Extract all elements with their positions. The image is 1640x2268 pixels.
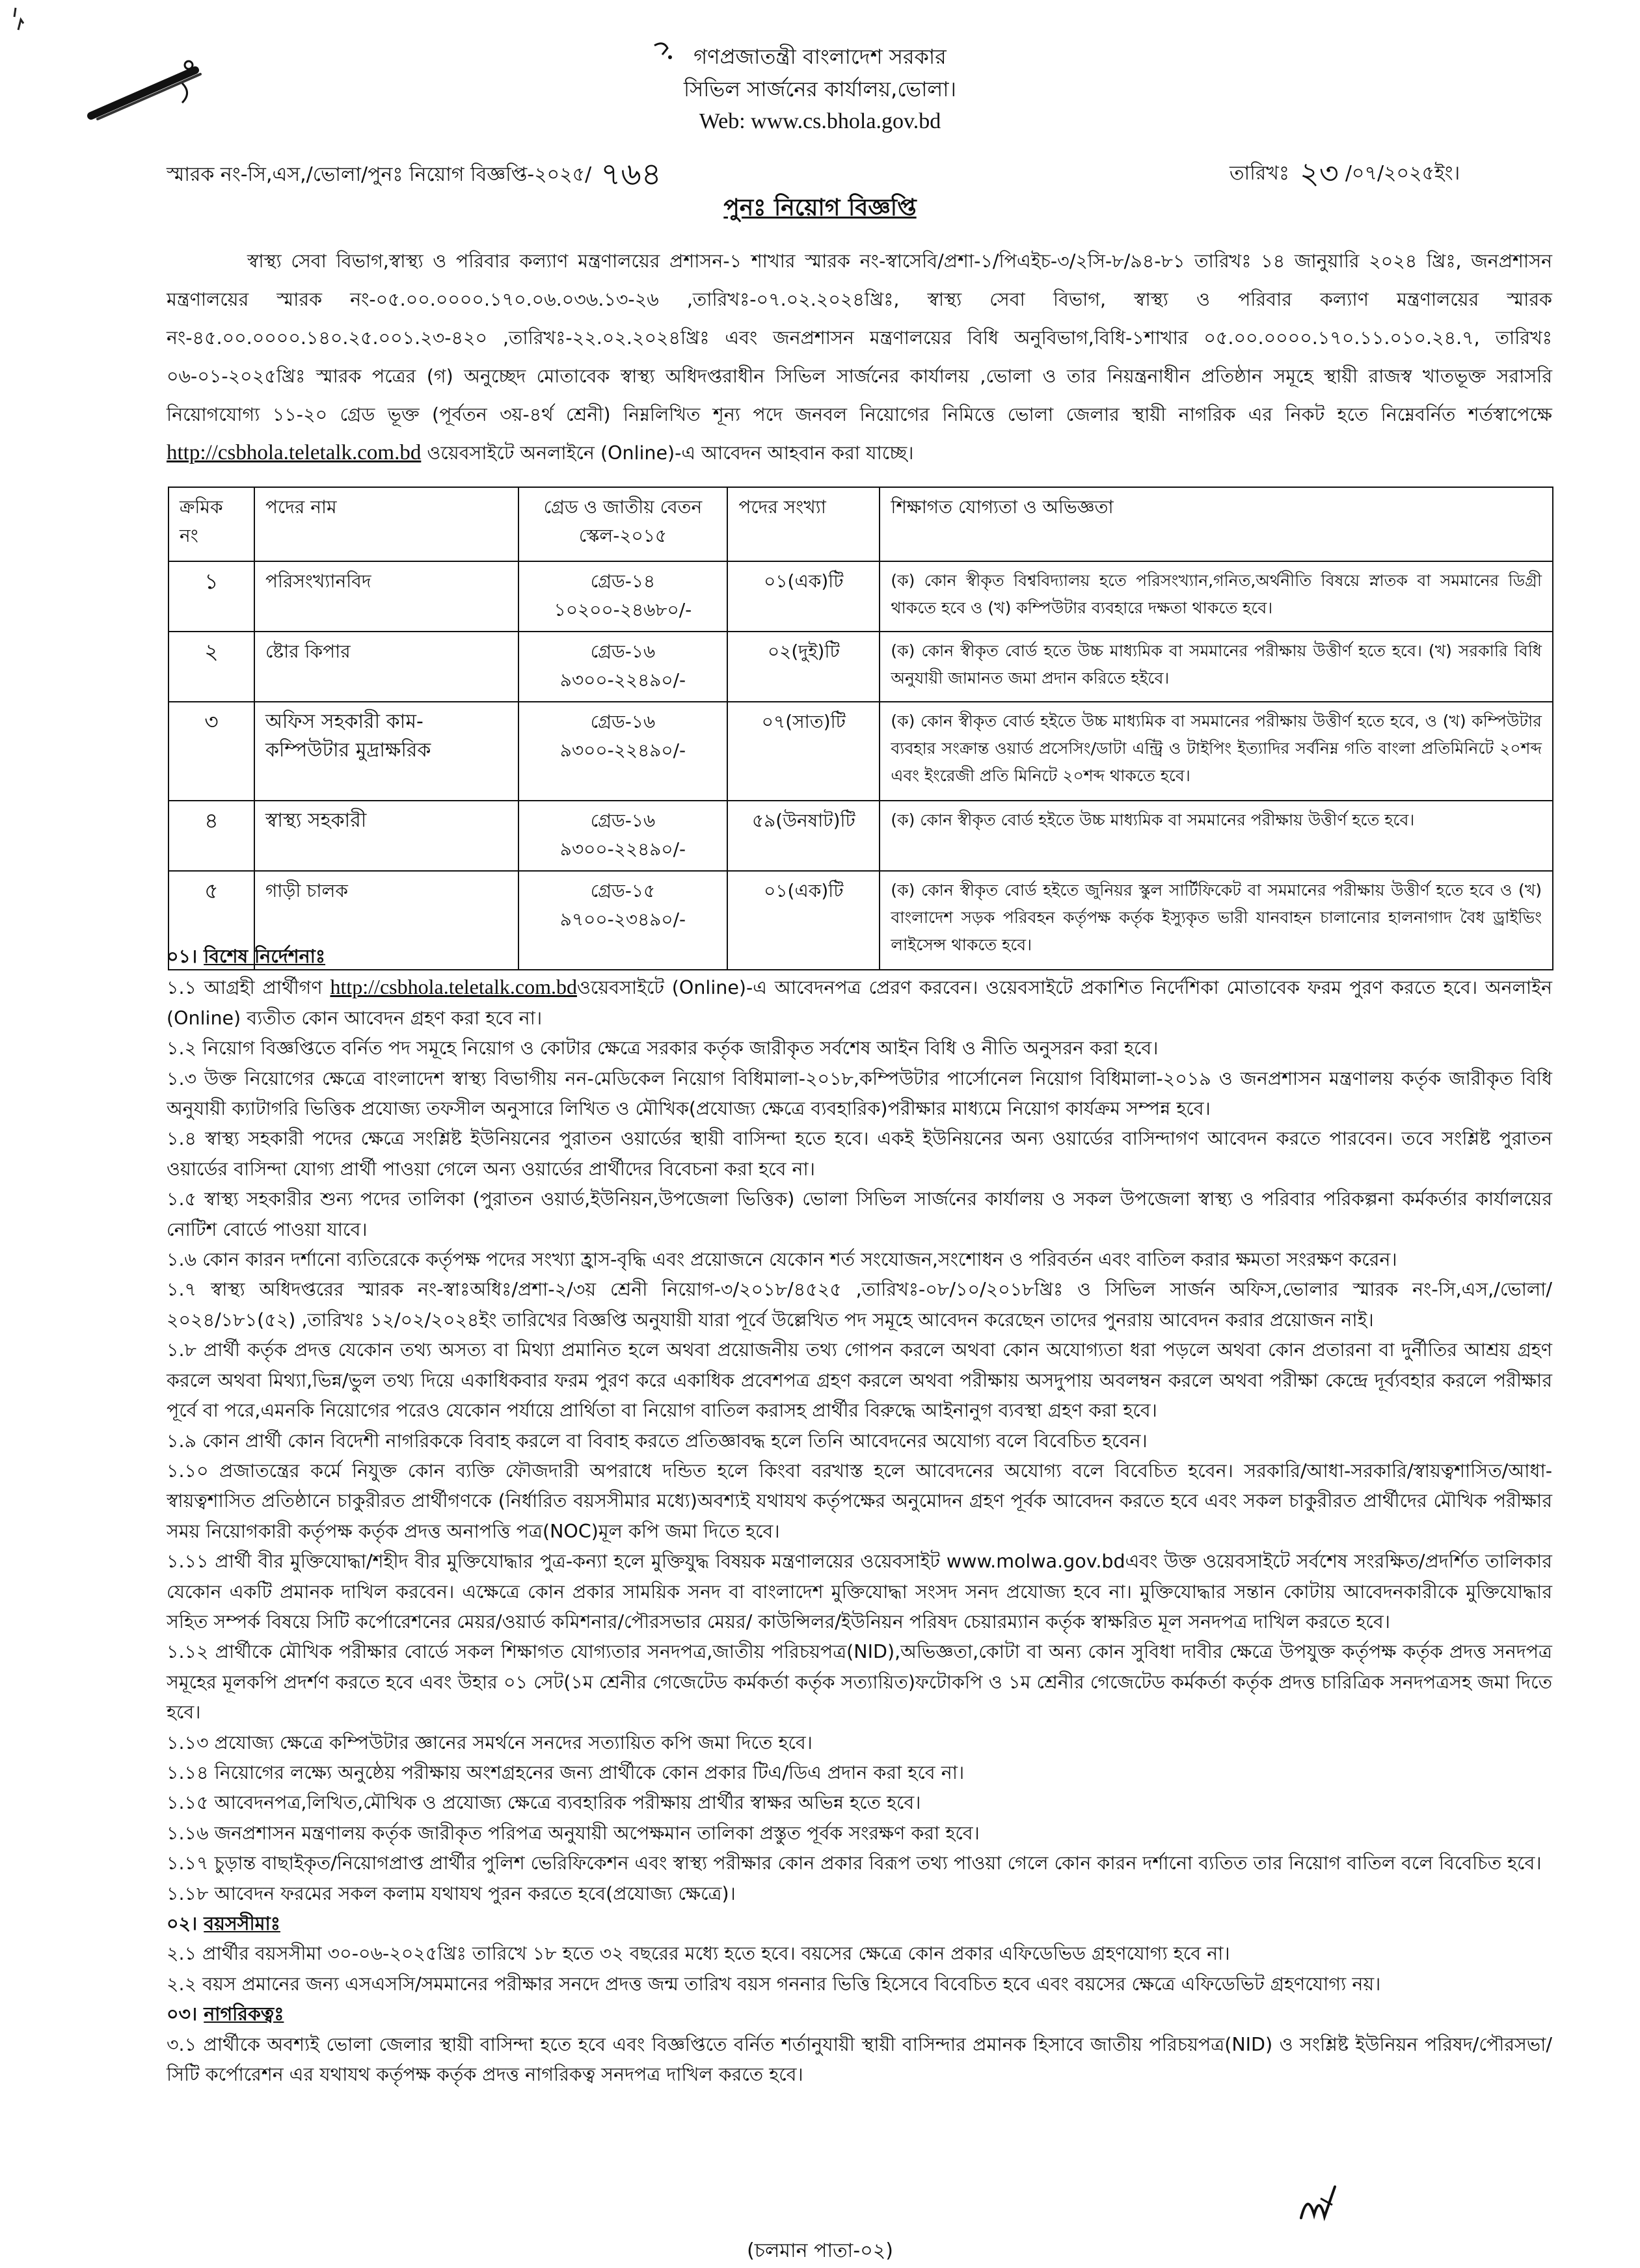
intro-text: স্বাস্থ্য সেবা বিভাগ,স্বাস্থ্য ও পরিবার কল্যাণ মন্ত্রণালয়ের প্রশাসন-১ শাখার স্মারক নং-স্বাসেবি/প্রশা-১/পিএইচ-৩/২সি-৮/৯৪-৮১ তারিখঃ ১৪ জানুয়ারি ২০২৪ খ্রিঃ, জনপ্রশাসন মন্ত্রণালয়ের স্মারক নং-০৫.০০.০০০০.১৭০.০৬.০৩৬.১৩-২৬ ,তারিখঃ-০৭.০২.২০২৪খ্রিঃ, স্বাস্থ্য সেবা বিভাগ, স্বাস্থ্য ও পরিবার কল্যাণ মন্ত্রণালয়ের স্মারক নং-৪৫.০০.০০০০.১৪০.২৫.০০১.২৩-৪২০ ,তারিখঃ-২২.০২.২০২৪খ্রিঃ এবং জনপ্রশাসন মন্ত্রণালয়ের বিধি অনুবিভাগ,বিধি-১শাখার ০৫.০০.০০০০.১৭০.১১.০১০.২৪.৭, তারিখঃ ০৬-০১-২০২৫খ্রিঃ স্মারক পত্রের (গ) অনুচ্ছেদ মোতাবেক স্বাস্থ্য অধিদপ্তরাধীন সিভিল সার্জনের কার্যালয় ,ভোলা ও তার নিয়ন্ত্রনাধীন প্রতিষ্ঠান সমূহে স্থায়ী রাজস্ব খাতভূক্ত সরাসরি নিয়োগযোগ্য ১১-২০ গ্রেড ভূক্ত (পূর্বতন ৩য়-৪র্থ শ্রেনী) নিম্নলিখিত শূন্য পদে জনবল নিয়োগের নিমিত্তে ভোলা জেলার স্থায়ী নাগরিক এর নিকট হতে নিম্নেবর্নিত শর্তস্বাপেক্ষে: [167, 250, 1552, 425]
header-qualification: শিক্ষাগত যোগ্যতা ও অভিজ্ঞতা: [880, 487, 1553, 561]
memo-prefix: স্মারক নং-সি,এস,/ভোলা/পুনঃ নিয়োগ বিজ্ঞপ্তি-২০২৫/: [167, 163, 592, 186]
application-website-link-2[interactable]: http://csbhola.teletalk.com.bd: [330, 975, 577, 999]
instruction-1-13: ১.১৩ প্রযোজ্য ক্ষেত্রে কম্পিউটার জ্ঞানের সমর্থনে সনদের সত্যায়িত কপি জমা দিতে হবে।: [167, 1731, 813, 1754]
instruction-1-12: ১.১২ প্রার্থীকে মৌখিক পরীক্ষার বোর্ডে সকল শিক্ষাগত যোগ্যতার সনদপত্র,জাতীয় পরিচয়পত্র(NID),অভিজ্ঞতা,কোটা বা অন্য কোন সুবিধা দাবীর ক্ষেত্রে উপযুক্ত কর্তৃপক্ষ কর্তৃক প্রদত্ত সনদপত্র সমূহের মূলকপি প্রদর্শণ করতে হবে এবং উহার ০১ সেট(১ম শ্রেনীর গেজেটেড কর্মকর্তা কর্তৃক সত্যায়িত)ফটোকপি ও ১ম শ্রেনীর গেজেটেড কর্মকর্তা কর্তৃক প্রদত্ত চারিত্রিক সনদপত্রসহ জমা দিতে হবে।: [167, 1641, 1552, 1724]
row-post-count: ৫৯(উনষাট)টি: [727, 801, 880, 871]
vacancy-table: [168, 487, 1553, 970]
table-row: [168, 702, 1553, 801]
row-qualification: (ক) কোন স্বীকৃত বোর্ড হইতে উচ্চ মাধ্যমিক বা সমমানের পরীক্ষায় উত্তীর্ণ হতে হবে।: [880, 801, 1553, 871]
instruction-1-1: ১.১ আগ্রহী প্রার্থীগণ http://csbhola.teletalk.com.bdওয়েবসাইটে (Online)-এ আবেদনপত্র প্রেরণ করবেন। ওয়েবসাইটে প্রকাশিত নির্দেশিকা মোতাবেক ফরম পুরণ করতে হবে। অনলাইন (Online) ব্যতীত কোন আবেদন গ্রহণ করা হবে না।: [167, 975, 1552, 1029]
instruction-1-14: ১.১৪ নিয়োগের লক্ষ্যে অনুষ্ঠেয় পরীক্ষায় অংশগ্রহনের জন্য প্রার্থীকে কোন প্রকার টিএ/ডিএ প্রদান করা হবে না।: [167, 1761, 965, 1783]
section-heading-special-instructions: ০১। বিশেষ নির্দেশনাঃ: [167, 946, 326, 967]
application-website-link[interactable]: http://csbhola.teletalk.com.bd: [167, 441, 422, 464]
row-grade-scale: গ্রেড-১৪ ১০২০০-২৪৬৮০/-: [518, 561, 728, 632]
instruction-1-18: ১.১৮ আবেদন ফরমের সকল কলাম যথাযথ পুরন করতে হবে(প্রযোজ্য ক্ষেত্রে)।: [167, 1882, 736, 1904]
row-post-name: স্বাস্থ্য সহকারী: [254, 801, 518, 871]
row-post-name: অফিস সহকারী কাম-কম্পিউটার মুদ্রাক্ষরিক: [254, 702, 518, 801]
instructions: [167, 942, 1552, 2090]
row-serial: ২: [168, 632, 254, 702]
instruction-1-8: ১.৮ প্রার্থী কর্তৃক প্রদত্ত যেকোন তথ্য অসত্য বা মিথ্যা প্রমানিত হলে অথবা প্রয়োজনীয় তথ্য গোপন করলে অথবা কোন অযোগ্যতা ধরা পড়লে অথবা কোন প্রতারনা বা দুর্নীতির আশ্রয় গ্রহণ করলে অথবা মিথ্যা,ভিন্ন/ভুল তথ্য দিয়ে একাধিকবার ফরম পুরণ করে একাধিক প্রবেশপত্র গ্রহণ করলে অথবা পরীক্ষায় অসদুপায় অবলম্বন করলে অথবা পরীক্ষা কেন্দ্রে দূর্ব্যবহার করলে পরীক্ষার পূর্বে বা পরে,এমনকি নিয়োগের পরেও যেকোন পর্যায়ে প্রার্থিতা বা নিয়োগ বাতিল করাসহ প্রার্থীর বিরুদ্ধে আইনানুগ ব্যবস্থা গ্রহণ করা হবে।: [167, 1339, 1552, 1422]
date-day: ২৩: [1300, 155, 1339, 191]
row-post-count: ০১(এক)টি: [727, 871, 880, 970]
row-post-name: ষ্টোর কিপার: [254, 632, 518, 702]
row-qualification: (ক) কোন স্বীকৃত বোর্ড হতে উচ্চ মাধ্যমিক বা সমমানের পরীক্ষায় উত্তীর্ণ হতে হবে। (খ) সরকারি বিধি অনুযায়ী জামানত জমা প্রদান করিতে হইবে।: [880, 632, 1553, 702]
table-row: [168, 632, 1553, 702]
row-qualification: (ক) কোন স্বীকৃত বোর্ড হইতে উচ্চ মাধ্যমিক বা সমমানের পরীক্ষায় উত্তীর্ণ হতে হবে, ও (খ) কম্পিউটার ব্যবহার সংক্রান্ত ওয়ার্ড প্রসেসিং/ডাটা এন্ট্রি ও টাইপিং ইত্যাদির সর্বনিম্ন গতি বাংলা প্রতিমিনিটে ২০শব্দ এবং ইংরেজী প্রতি মিনিটে ২০শব্দ থাকতে হবে।: [880, 702, 1553, 801]
header-post-count: পদের সংখ্যা: [727, 487, 880, 561]
row-grade-scale: গ্রেড-১৫ ৯৭০০-২৩৪৯০/-: [518, 871, 728, 970]
office-website: Web: www.cs.bhola.gov.bd: [699, 109, 941, 133]
instruction-3-1: ৩.১ প্রার্থীকে অবশ্যই ভোলা জেলার স্থায়ী বাসিন্দা হতে হবে এবং বিজ্ঞপ্তিতে বর্নিত শর্তানুযায়ী স্থায়ী বাসিন্দার প্রমানক হিসাবে জাতীয় পরিচয়পত্র(NID) ও সংশ্লিষ্ট ইউনিয়ন পরিষদ/পৌরসভা/সিটি কর্পোরেশন এর যথাযথ কর্তৃপক্ষ কর্তৃক প্রদত্ত নাগরিকত্ব সনদপত্র দাখিল করতে হবে।: [167, 2033, 1552, 2086]
signature-mark: [1295, 2179, 1347, 2231]
section-heading-age-limit: ০২। বয়সসীমাঃ: [167, 1913, 280, 1934]
instruction-1-3: ১.৩ উক্ত নিয়োগের ক্ষেত্রে বাংলাদেশ স্বাস্থ্য বিভাগীয় নন-মেডিকেল নিয়োগ বিধিমালা-২০১৮,কম্পিউটার পার্সোনেল নিয়োগ বিধিমালা-২০১৯ ও জনপ্রশাসন মন্ত্রণালয় কর্তৃক জারীকৃত বিধি অনুযায়ী ক্যাটাগরি ভিত্তিক প্রযোজ্য তফসীল অনুসারে লিখিত ও মৌখিক(প্রযোজ্য ক্ষেত্রে ব্যবহারিক)পরীক্ষার মাধ্যমে নিয়োগ কার্যক্রম সম্পন্ন হবে।: [167, 1067, 1552, 1120]
government-header: [0, 40, 1640, 138]
instruction-1-10: ১.১০ প্রজাতন্ত্রের কর্মে নিযুক্ত কোন ব্যক্তি ফৌজদারী অপরাধে দন্ডিত হলে কিংবা বরখাস্ত হলে আবেদনের অযোগ্য বলে বিবেচিত হবেন। সরকারি/আধা-সরকারি/স্বায়ত্বশাসিত/আধা- স্বায়ত্বশাসিত প্রতিষ্ঠানে চাকুরীরত প্রার্থীগণকে (নির্ধারিত বয়সসীমার মধ্যে)অবশ্যই যথাযথ কর্তৃপক্ষের অনুমোদন গ্রহণ পূর্বক আবেদন করতে হবে এবং সকল চাকুরীরত প্রার্থীদের মৌখিক পরীক্ষার সময় নিয়োগকারী কর্তৃপক্ষ কর্তৃক প্রদত্ত অনাপত্তি পত্র(NOC)মূল কপি জমা দিতে হবে।: [167, 1460, 1552, 1542]
row-post-count: ০৭(সাত)টি: [727, 702, 880, 801]
intro-text-end: ওয়েবসাইটে অনলাইনে (Online)-এ আবেদন আহবান করা যাচ্ছে।: [427, 442, 914, 464]
instruction-1-4: ১.৪ স্বাস্থ্য সহকারী পদের ক্ষেত্রে সংশ্লিষ্ট ইউনিয়নের পুরাতন ওয়ার্ডের স্থায়ী বাসিন্দা হতে হবে। একই ইউনিয়নের অন্য ওয়ার্ডের বাসিন্দাগণ আবেদন করতে পারবেন। তবে সংশ্লিষ্ট পুরাতন ওয়ার্ডের বাসিন্দা যোগ্য প্রার্থী পাওয়া গেলে অন্য ওয়ার্ডের প্রার্থীদের বিবেচনা করা হবে না।: [167, 1128, 1552, 1180]
row-grade-scale: গ্রেড-১৬ ৯৩০০-২২৪৯০/-: [518, 702, 728, 801]
instruction-2-1: ২.১ প্রার্থীর বয়সসীমা ৩০-০৬-২০২৫খ্রিঃ তারিখে ১৮ হতে ৩২ বছরের মধ্যে হতে হবে। বয়সের ক্ষেত্রে কোন প্রকার এফিডেভিড গ্রহণযোগ্য হবে না।: [167, 1943, 1230, 1965]
instruction-1-5: ১.৫ স্বাস্থ্য সহকারীর শুন্য পদের তালিকা (পুরাতন ওয়ার্ড,ইউনিয়ন,উপজেলা ভিত্তিক) ভোলা সিভিল সার্জনের কার্যালয় ও সকল উপজেলা স্বাস্থ্য ও পরিবার পরিকল্পনা কর্মকর্তার কার্যালয়ের নোটিশ বোর্ডে পাওয়া যাবে।: [167, 1188, 1552, 1240]
row-serial: ৫: [168, 871, 254, 970]
row-post-count: ০১(এক)টি: [727, 561, 880, 632]
row-grade-scale: গ্রেড-১৬ ৯৩০০-২২৪৯০/-: [518, 801, 728, 871]
office-name: সিভিল সার্জনের কার্যালয়,ভোলা।: [683, 77, 956, 101]
instruction-1-6: ১.৬ কোন কারন দর্শানো ব্যতিরেকে কর্তৃপক্ষ পদের সংখ্যা হ্রাস-বৃদ্ধি এবং প্রয়োজনে যেকোন শর্ত সংযোজন,সংশোধন ও পরিবর্তন এবং বাতিল করার ক্ষমতা সংরক্ষণ করেন।: [167, 1249, 1397, 1271]
continued-page-note: (চলমান পাতা-০২): [747, 2239, 893, 2262]
instruction-1-7: ১.৭ স্বাস্থ্য অধিদপ্তরের স্মারক নং-স্বাঃঅধিঃ/প্রশা-২/৩য় শ্রেনী নিয়োগ-৩/২০১৮/৪৫২৫ ,তারিখঃ-০৮/১০/২০১৮খ্রিঃ ও সিভিল সার্জন অফিস,ভোলার স্মারক নং-সি,এস,/ভোলা/২০২৪/১৮১(৫২) ,তারিখঃ ১২/০২/২০২৪ইং তারিখের বিজ্ঞপ্তি অনুযায়ী যারা পূর্বে উল্লেখিত পদ সমূহে আবেদন করেছেন তাদের পুনরায় আবেদন করার প্রয়োজন নাই।: [167, 1279, 1552, 1331]
date-month-year: /০৭/২০২৫ইং।: [1345, 162, 1460, 185]
instruction-2-2: ২.২ বয়স প্রমানের জন্য এসএসসি/সমমানের পরীক্ষার সনদে প্রদত্ত জন্ম তারিখ বয়স গননার ভিত্তি হিসেবে বিবেচিত হবে এবং বয়সের ক্ষেত্রে এফিডেভিট গ্রহণযোগ্য নয়।: [167, 1973, 1381, 1995]
intro-paragraph: [167, 242, 1552, 472]
row-post-name: পরিসংখ্যানবিদ: [254, 561, 518, 632]
table-row: [168, 801, 1553, 871]
instruction-1-16: ১.১৬ জনপ্রশাসন মন্ত্রণালয় কর্তৃক জারীকৃত পরিপত্র অনুযায়ী অপেক্ষমান তালিকা প্রস্তুত পূর্বক সংরক্ষণ করা হবে।: [167, 1822, 980, 1844]
row-qualification: (ক) কোন স্বীকৃত বিশ্ববিদ্যালয় হতে পরিসংখ্যান,গনিত,অর্থনীতি বিষয়ে স্নাতক বা সমমানের ডিগ্রী থাকতে হবে ও (খ) কম্পিউটার ব্যবহারে দক্ষতা থাকতে হবে।: [880, 561, 1553, 632]
header-grade-scale: গ্রেড ও জাতীয় বেতন স্কেল-২০১৫: [518, 487, 728, 561]
section-heading-citizenship: ০৩। নাগরিকত্বঃ: [167, 2003, 284, 2025]
row-post-count: ০২(দুই)টি: [727, 632, 880, 702]
instruction-1-17: ১.১৭ চুড়ান্ত বাছাইকৃত/নিয়োগপ্রাপ্ত প্রার্থীর পুলিশ ভেরিফিকেশন এবং স্বাস্থ্য পরীক্ষার কোন প্রকার বিরূপ তথ্য পাওয়া গেলে কোন কারন দর্শানো ব্যতিত তার নিয়োগ বাতিল বলে বিবেচিত হবে।: [167, 1852, 1542, 1874]
header-serial: ক্রমিক নং: [168, 487, 254, 561]
government-name: গণপ্রজাতন্ত্রী বাংলাদেশ সরকার: [693, 44, 947, 69]
instruction-1-11: ১.১১ প্রার্থী বীর মুক্তিযোদ্ধা/শহীদ বীর মুক্তিযোদ্ধার পুত্র-কন্যা হলে মুক্তিযুদ্ধ বিষয়ক মন্ত্রণালয়ের ওয়েবসাইট www.molwa.gov.bdএবং উক্ত ওয়েবসাইটে সর্বশেষ সংরক্ষিত/প্রদর্শিত তালিকার যেকোন একটি প্রমানক দাখিল করবেন। এক্ষেত্রে কোন প্রকার সাময়িক সনদ বা বাংলাদেশ মুক্তিযোদ্ধা সংসদ সনদ প্রযোজ্য হবে না। মুক্তিযোদ্ধার সন্তান কোটায় আবেদনকারীকে মুক্তিযোদ্ধার সহিত সম্পর্ক বিষয়ে সিটি কর্পোরেশনের মেয়র/ওয়ার্ড কমিশনার/পৌরসভার মেয়র/ কাউন্সিলর/ইউনিয়ন পরিষদ চেয়ারম্যান কর্তৃক স্বাক্ষরিত মূল সনদপত্র দাখিল করতে হবে।: [167, 1551, 1552, 1633]
instruction-1-2: ১.২ নিয়োগ বিজ্ঞপ্তিতে বর্নিত পদ সমূহে নিয়োগ ও কোটার ক্ষেত্রে সরকার কর্তৃক জারীকৃত সর্বশেষ আইন বিধি ও নীতি অনুসরন করা হবে।: [167, 1037, 1159, 1060]
table-header-row: [168, 487, 1553, 561]
row-serial: ৩: [168, 702, 254, 801]
instruction-1-15: ১.১৫ আবেদনপত্র,লিখিত,মৌখিক ও প্রযোজ্য ক্ষেত্রে ব্যবহারিক পরীক্ষায় প্রার্থীর স্বাক্ষর অভিন্ন হতে হবে।: [167, 1792, 921, 1814]
row-post-name: গাড়ী চালক: [254, 871, 518, 970]
row-qualification: (ক) কোন স্বীকৃত বোর্ড হইতে জুনিয়র স্কুল সার্টিফিকেট বা সমমানের পরীক্ষায় উত্তীর্ণ হতে হবে ও (খ) বাংলাদেশ সড়ক পরিবহন কর্তৃপক্ষ কর্তৃক ইস্যুকৃত ভারী যানবাহন চালানোর হালনাগাদ বৈধ ড্রাইভিং লাইসেন্স থাকতে হবে।: [880, 871, 1553, 970]
instruction-1-9: ১.৯ কোন প্রার্থী কোন বিদেশী নাগরিককে বিবাহ করলে বা বিবাহ করতে প্রতিজ্ঞাবদ্ধ হলে তিনি আবেদনের অযোগ্য বলে বিবেচিত হবেন।: [167, 1430, 1148, 1452]
notice-title: পুনঃ নিয়োগ বিজ্ঞপ্তি: [723, 194, 917, 221]
memo-number: ৭৬৪: [600, 156, 662, 193]
header-post-name: পদের নাম: [254, 487, 518, 561]
row-grade-scale: গ্রেড-১৬ ৯৩০০-২২৪৯০/-: [518, 632, 728, 702]
date-label: তারিখঃ: [1230, 162, 1289, 185]
row-serial: ১: [168, 561, 254, 632]
table-row: [168, 561, 1553, 632]
row-serial: ৪: [168, 801, 254, 871]
